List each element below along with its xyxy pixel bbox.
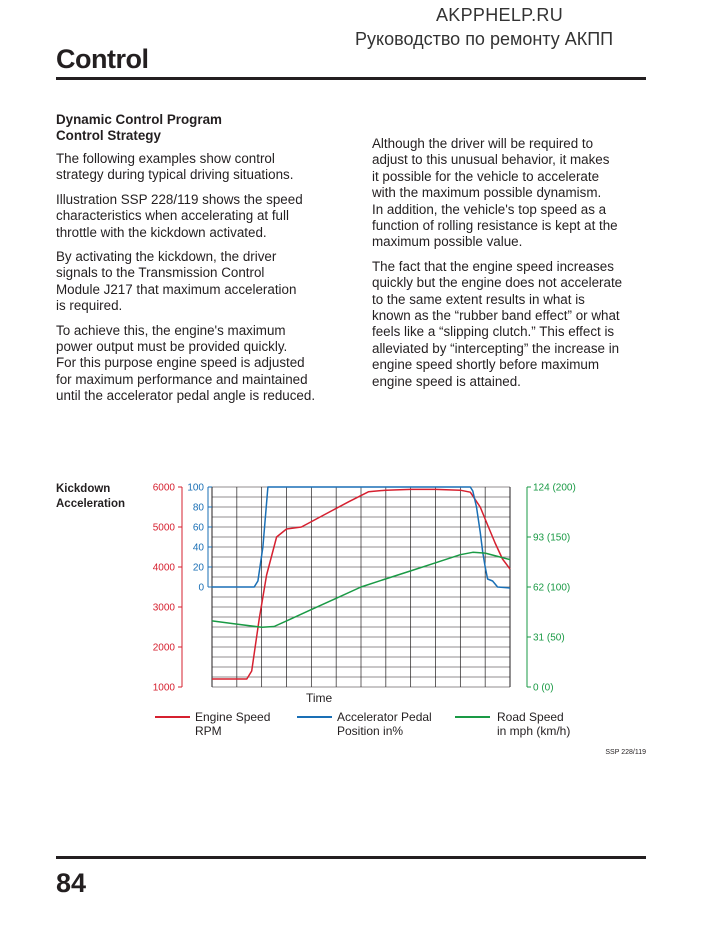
watermark-site: AKPPHELP.RU	[436, 5, 564, 25]
pedal-tick-label: 100	[187, 482, 204, 494]
paragraph-line: The fact that the engine speed increases	[372, 258, 614, 274]
speed-tick-label: 62 (100)	[533, 582, 571, 594]
paragraph-line: characteristics when accelerating at full	[56, 208, 289, 224]
paragraph-line: to the same extent results in what is	[372, 291, 585, 307]
paragraph-line: In addition, the vehicle's top speed as a	[372, 201, 607, 217]
rpm-tick-label: 2000	[152, 642, 175, 654]
paragraph-line: strategy during typical driving situations.	[56, 167, 294, 183]
paragraph-line: Module J217 that maximum acceleration	[56, 281, 297, 297]
legend-sublabel: in mph (km/h)	[497, 724, 571, 738]
paragraph-line: For this purpose engine speed is adjusted	[56, 355, 305, 371]
speed-tick-label: 124 (200)	[533, 482, 576, 494]
pedal-tick-label: 0	[198, 582, 204, 594]
paragraph-line: is required.	[56, 298, 123, 314]
paragraph-line: engine speed is attained.	[372, 373, 521, 389]
paragraph-line: engine speed shortly before maximum	[372, 357, 600, 373]
page-title: Control	[56, 44, 149, 74]
legend-sublabel: Position in%	[337, 724, 404, 738]
bottom-rule	[56, 856, 646, 859]
paragraph-line: known as the “rubber band effect” or what	[372, 308, 620, 324]
rpm-tick-label: 3000	[152, 602, 175, 614]
speed-tick-label: 93 (150)	[533, 532, 571, 544]
legend-sublabel: RPM	[195, 724, 222, 738]
paragraph-line: maximum possible value.	[372, 234, 523, 250]
paragraph-line: until the accelerator pedal angle is reduced.	[56, 388, 316, 404]
pedal-tick-label: 60	[192, 522, 204, 534]
page-number: 84	[56, 868, 87, 898]
watermark-subtitle: Руководство по ремонту АКПП	[355, 29, 614, 49]
paragraph-line: By activating the kickdown, the driver	[56, 249, 277, 265]
rpm-tick-label: 6000	[152, 482, 175, 494]
paragraph-line: Although the driver will be required to	[372, 136, 594, 151]
rpm-tick-label: 4000	[152, 562, 175, 574]
pedal-tick-label: 40	[192, 542, 204, 554]
paragraph-line: signals to the Transmission Control	[56, 265, 265, 281]
paragraph-line: feels like a “slipping clutch.” This effect is	[372, 324, 615, 340]
paragraph-line: alleviated by “intercepting” the increase in	[372, 340, 620, 356]
paragraph-line: function of rolling resistance is kept at the	[372, 218, 618, 234]
rpm-tick-label: 5000	[152, 522, 175, 534]
paragraph-line: it possible for the vehicle to accelerate	[372, 168, 600, 184]
pedal-tick-label: 80	[192, 502, 204, 514]
legend-label: Engine Speed	[195, 710, 271, 724]
figure-reference: SSP 228/119	[605, 749, 646, 756]
section-heading-line: Control Strategy	[56, 128, 161, 143]
x-axis-label: Time	[306, 691, 333, 705]
paragraph-line: throttle with the kickdown activated.	[56, 224, 267, 240]
paragraph-line: To achieve this, the engine's maximum	[56, 322, 286, 338]
paragraph-line: Illustration SSP 228/119 shows the speed	[56, 191, 303, 207]
legend-label: Accelerator Pedal	[337, 710, 432, 724]
paragraph-line: for maximum performance and maintained	[56, 371, 308, 387]
paragraph-line: quickly but the engine does not accelerate	[372, 275, 623, 291]
paragraph-line: adjust to this unusual behavior, it makes	[372, 152, 610, 168]
speed-tick-label: 0 (0)	[533, 682, 554, 694]
chart-label-line: Kickdown	[56, 483, 111, 495]
paragraph-line: with the maximum possible dynamism.	[372, 185, 602, 201]
legend-label: Road Speed	[497, 710, 564, 724]
section-heading-line: Dynamic Control Program	[56, 112, 222, 127]
chart-label-line: Acceleration	[56, 498, 126, 510]
speed-tick-label: 31 (50)	[533, 632, 565, 644]
rpm-tick-label: 1000	[152, 682, 175, 694]
paragraph-line: power output must be provided quickly.	[56, 339, 288, 355]
paragraph-line: The following examples show control	[56, 151, 275, 166]
pedal-tick-label: 20	[192, 562, 204, 574]
